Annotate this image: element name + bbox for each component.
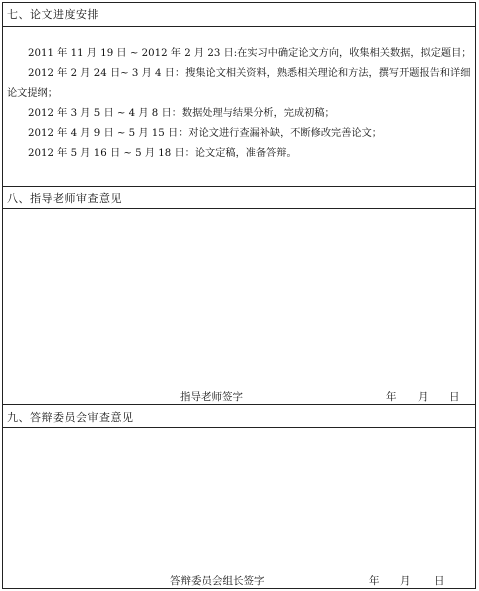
section9-title: 九、答辩委员会审查意见 [7,411,134,424]
section8-title: 八、指导老师审查意见 [7,192,122,205]
plan-item-1: 2011 年 11 月 19 日 ~ 2012 年 2 月 23 日:在实习中确定论文方向，收集相关数据，拟定题目； [28,48,471,59]
plan-item-2: 2012 年 2 月 24 日~ 3 月 4 日：搜集论文相关资料，熟悉相关理论和方法，撰写开题报告和详细论文提纲； [7,68,471,99]
advisor-sign-year: 年 [386,391,397,403]
committee-sign-month: 月 [400,575,411,587]
plan-item-3: 2012 年 3 月 5 日 ~ 4 月 8 日：数据处理与结果分析，完成初稿； [28,108,335,119]
committee-signature-label: 答辩委员会组长签字 [170,575,265,587]
advisor-sign-day: 日 [449,391,460,403]
progress-plan [7,44,471,164]
section9-top-divider [2,404,476,405]
section7-title: 七、论文进度安排 [7,8,99,21]
section9-divider [2,427,476,428]
plan-item-5: 2012 年 5 月 16 日 ~ 5 月 18 日：论文定稿，准备答辩。 [28,148,297,159]
plan-item-4: 2012 年 4 月 9 日 ~ 5 月 15 日：对论文进行查漏补缺，不断修改完善论文； [28,128,382,139]
section8-divider [2,208,476,209]
section8-top-divider [2,186,476,187]
advisor-sign-month: 月 [418,391,429,403]
committee-sign-year: 年 [369,575,380,587]
committee-sign-day: 日 [434,575,445,587]
section7-divider [2,26,476,27]
advisor-signature-label: 指导老师签字 [180,391,243,403]
